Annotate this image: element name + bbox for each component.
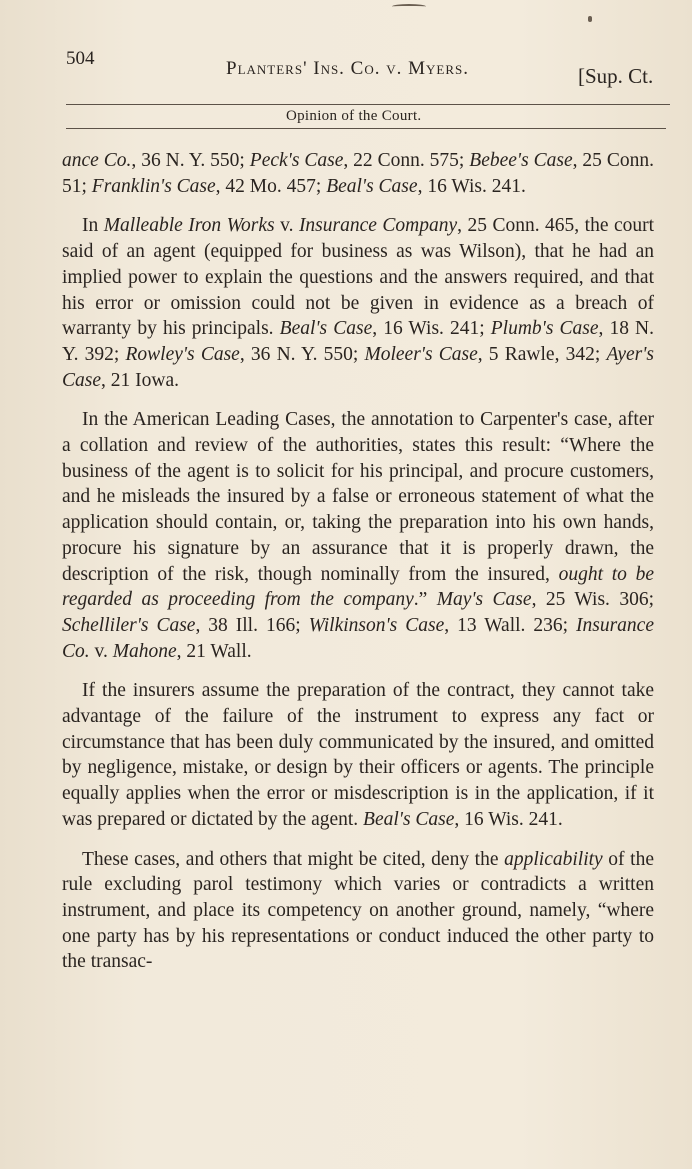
- italic-citation: ance Co.: [62, 150, 132, 171]
- text-run: , 36 N. Y. 550;: [131, 150, 250, 171]
- text-run: , 25 Conn. 51;: [62, 150, 654, 197]
- italic-citation: Insurance Company: [298, 215, 458, 237]
- opinion-text: [62, 148, 654, 989]
- paragraph: [62, 847, 654, 976]
- italic-citation: applicability: [504, 848, 603, 870]
- text-run: , 42 Mo. 457;: [215, 175, 327, 197]
- page-number: 504: [66, 48, 95, 69]
- italic-citation: Ayer's Case: [62, 343, 654, 391]
- italic-citation: May's Case: [436, 589, 532, 611]
- text-run: , 18 N. Y. 392;: [62, 318, 654, 365]
- section-subheading: Opinion of the Court.: [286, 108, 422, 124]
- italic-citation: Wilkinson's Case: [308, 614, 445, 636]
- header-rule-top: [66, 104, 670, 105]
- italic-citation: Malleable Iron Works: [103, 215, 275, 237]
- text-run: , 22 Conn. 575;: [343, 150, 470, 171]
- italic-citation: Schelliler's Case: [62, 614, 196, 636]
- text-run: , 25 Wis. 306;: [531, 589, 654, 611]
- italic-citation: Beal's Case: [363, 808, 455, 830]
- italic-citation: Plumb's Case: [490, 318, 599, 340]
- italic-citation: Beal's Case: [279, 318, 373, 340]
- text-run: , 21 Iowa.: [101, 369, 179, 391]
- ink-dot: [588, 16, 592, 22]
- paragraph: [62, 678, 654, 832]
- text-run: , 5 Rawle, 342;: [477, 343, 607, 365]
- paragraph: [62, 407, 654, 664]
- italic-citation: Peck's Case: [249, 150, 344, 171]
- text-run: , 16 Wis. 241;: [372, 318, 491, 340]
- text-run: In: [82, 215, 104, 237]
- italic-citation: Insurance Co.: [62, 614, 654, 662]
- printer-mark: [392, 4, 426, 9]
- text-run: of the rule excluding parol testimony which varies or contradicts a written instrument, and place its competency on another ground, namely, “where one party has by his representations or conduct induced the other party to the transac-: [62, 848, 654, 973]
- italic-citation: Moleer's Case: [364, 343, 478, 365]
- text-run: , 36 N. Y. 550;: [239, 343, 365, 365]
- paragraph: [62, 213, 654, 393]
- paragraph: [62, 148, 654, 199]
- italic-citation: ought to be regarded as proceeding from the company: [62, 563, 654, 611]
- text-run: v.: [89, 640, 113, 662]
- court-label: [Sup. Ct.: [578, 64, 654, 88]
- text-run: , 16 Wis. 241.: [454, 808, 563, 830]
- running-title: Planters' Ins. Co. v. Myers.: [226, 58, 470, 79]
- italic-citation: Mahone: [112, 640, 177, 662]
- italic-citation: Rowley's Case: [125, 343, 240, 365]
- text-run: , 21 Wall.: [176, 640, 252, 662]
- header-rule-bottom: [66, 128, 666, 129]
- italic-citation: Bebee's Case: [469, 150, 573, 171]
- text-run: , 16 Wis. 241.: [417, 175, 526, 197]
- text-run: v.: [274, 215, 299, 237]
- text-run: In the American Leading Cases, the annotation to Carpenter's case, after a collation and review of the authorities, states this result: “Where the business of the agent is to solicit for his principal, and procure customers, and he misleads the insured by a false or erroneous statement of what the application should contain, or, taking the preparation into his own hands, procure his signature by an assurance that it is properly drawn, the description of the risk, though nominally from the insured,: [62, 409, 654, 585]
- text-run: , 13 Wall. 236;: [444, 614, 577, 636]
- text-run: , 25 Conn. 465, the court said of an agent (equipped for business as was Wilson), that he had an implied power to explain the questions and the answers required, and that his error or omission could not be given in evidence as a breach of warranty by his principals.: [62, 215, 655, 340]
- text-run: .”: [413, 589, 437, 611]
- italic-citation: Beal's Case: [326, 175, 418, 197]
- text-run: , 38 Ill. 166;: [195, 614, 309, 636]
- text-run: If the insurers assume the preparation of the contract, they cannot take advantage of the failure of the instrument to express any fact or circumstance that has been duly communicated by the insured, and omitted by negligence, mistake, or design by their officers or agents. The principle equally applies when the error or misdescription is in the application, if it was prepared or dictated by the agent.: [62, 680, 654, 830]
- page-header: [66, 44, 682, 88]
- text-run: These cases, and others that might be cited, deny the: [82, 848, 505, 870]
- italic-citation: Franklin's Case: [91, 175, 216, 197]
